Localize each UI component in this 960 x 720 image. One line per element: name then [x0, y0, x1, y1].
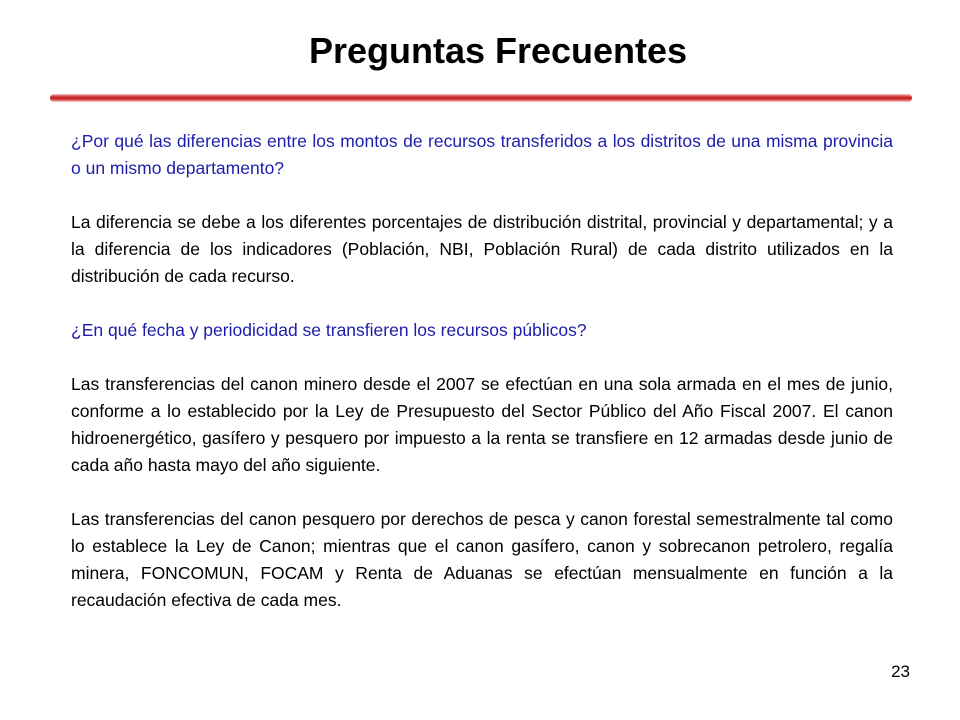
title-divider [50, 94, 912, 102]
slide-title: Preguntas Frecuentes [308, 30, 688, 71]
faq-question: ¿En qué fecha y periodicidad se transfieren los recursos públicos? [71, 320, 587, 340]
faq-content [71, 128, 893, 641]
faq-answer: Las transferencias del canon pesquero por derechos de pesca y canon forestal semestralmente tal como lo establece la Ley de Canon; mientras que el canon gasífero, canon y sobrecanon petrolero, regalía minera, FONCOMUN, FOCAM y Renta de Aduanas se efectúan mensualmente en función a la recaudación efectiva de cada mes. [71, 509, 893, 610]
page-number: 23 [891, 662, 910, 681]
faq-answer: La diferencia se debe a los diferentes porcentajes de distribución distrital, provincial y departamental; y a la diferencia de los indicadores (Población, NBI, Población Rural) de cada distrito utilizados en la distribución de cada recurso. [71, 212, 893, 286]
faq-question: ¿Por qué las diferencias entre los montos de recursos transferidos a los distritos de una misma provincia o un mismo departamento? [71, 131, 893, 178]
faq-answer: Las transferencias del canon minero desde el 2007 se efectúan en una sola armada en el mes de junio, conforme a lo establecido por la Ley de Presupuesto del Sector Público del Año Fiscal 2007. El canon hidroenergético, gasífero y pesquero por impuesto a la renta se transfiere en 12 armadas desde junio de cada año hasta mayo del año siguiente. [71, 374, 893, 475]
